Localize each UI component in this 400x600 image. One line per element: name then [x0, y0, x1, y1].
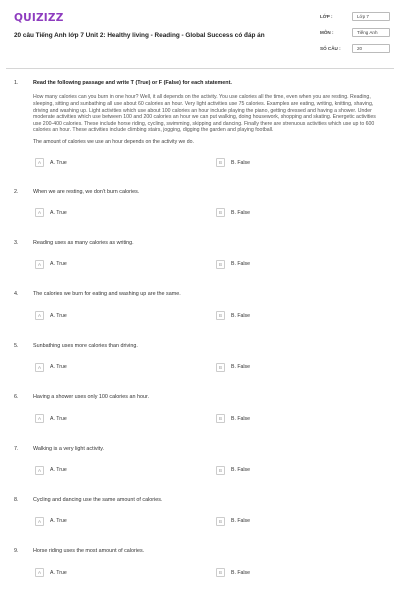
option-label: B. False [231, 261, 251, 268]
option-label: B. False [231, 159, 251, 166]
question-number: 7. [14, 445, 19, 452]
option-true[interactable] [35, 414, 67, 424]
question-number: 3. [14, 239, 19, 246]
answer-options [33, 516, 384, 526]
quizizz-logo: QUIZIZZ [14, 12, 64, 24]
meta-row-count [320, 44, 390, 53]
question-text: Horse riding uses the most amount of calories. [33, 548, 145, 555]
question-7 [0, 446, 400, 475]
question-3 [0, 240, 400, 269]
question-5 [0, 343, 400, 372]
option-label: A. True [50, 415, 67, 422]
question-number: 2. [14, 188, 19, 195]
meta-label-class: LỚP : [320, 14, 333, 19]
question-number: 6. [14, 394, 19, 401]
option-true[interactable] [35, 311, 67, 321]
question-statement: The amount of calories we use an hour depends on the activity we do. [33, 138, 194, 145]
meta-row-subject [320, 28, 390, 37]
option-letter-box[interactable]: A [35, 517, 44, 526]
option-label: A. True [50, 261, 67, 268]
option-letter-box[interactable]: A [35, 208, 44, 217]
option-label: B. False [231, 312, 251, 319]
option-letter-box[interactable]: A [35, 568, 44, 577]
question-number: 4. [14, 291, 19, 298]
option-letter-box[interactable]: A [35, 260, 44, 269]
option-false[interactable] [216, 158, 250, 168]
meta-row-class [320, 12, 390, 21]
option-letter-box[interactable]: A [35, 158, 44, 167]
option-letter-box[interactable]: B [216, 208, 225, 217]
answer-options [33, 259, 384, 269]
question-text: The calories we burn for eating and washing up are the same. [33, 291, 181, 298]
question-number: 8. [14, 497, 19, 503]
answer-options [33, 158, 384, 168]
meta-label-subject: MÔN : [320, 30, 334, 35]
meta-label-count: SỐ CÂU : [320, 46, 341, 51]
meta-value-class: Lớp 7 [352, 12, 390, 21]
option-letter-box[interactable]: A [35, 311, 44, 320]
question-text: When we are resting, we don’t burn calories. [33, 188, 140, 195]
question-text: Walking is a very light activity. [33, 445, 104, 452]
question-8 [0, 497, 400, 526]
question-9 [0, 548, 400, 577]
header-divider [6, 68, 394, 69]
option-label: A. True [50, 569, 67, 576]
option-letter-box[interactable]: A [35, 466, 44, 475]
option-label: B. False [231, 209, 251, 216]
answer-options [33, 362, 384, 372]
meta-value-subject: Tiếng Anh [352, 28, 390, 37]
question-number: 9. [14, 548, 19, 555]
option-false[interactable] [216, 208, 250, 218]
option-label: B. False [231, 569, 251, 576]
option-letter-box[interactable]: B [216, 568, 225, 577]
option-true[interactable] [35, 362, 67, 372]
question-number: 1. [14, 80, 19, 86]
question-4 [0, 291, 400, 320]
option-false[interactable] [216, 414, 250, 424]
option-label: A. True [50, 312, 67, 319]
question-6 [0, 394, 400, 423]
question-2 [0, 189, 400, 218]
option-letter-box[interactable]: A [35, 414, 44, 423]
option-letter-box[interactable]: B [216, 158, 225, 167]
reading-passage: How many calories can you burn in one hour? Well, it all depends on the activity. You use calories all the time, even when you are resting. Reading, sleeping, sitting and sunbathing all use about 60 calories an hour. Very light activities use 75 calories. Examples are eating, writing, knitting, shaving, driving and washing up. Light activities which use about 100 calories an hour include playing the piano, getting dressed and having a shower. Under moderate activities which use between 100 and 200 calories an hour we can put walking, doing housework, shopping and skating. Energetic activities use 200-400 calories. These include horse riding, cycling, swimming, skipping and dancing. Finally there are strenuous activities which use up to 600 calories an hour. These activities include climbing stairs, jogging, digging the garden and playing football. [33, 94, 376, 134]
question-text: Cycling and dancing use the same amount of calories. [33, 497, 163, 503]
question-instruction: Read the following passage and write T (True) or F (False) for each statement. [33, 80, 232, 86]
option-true[interactable] [35, 259, 67, 269]
option-label: A. True [50, 159, 67, 166]
worksheet-header [0, 0, 400, 62]
question-1 [0, 80, 400, 168]
option-false[interactable] [216, 516, 250, 526]
option-letter-box[interactable]: B [216, 311, 225, 320]
option-false[interactable] [216, 465, 250, 475]
worksheet-meta [320, 12, 390, 60]
option-letter-box[interactable]: B [216, 363, 225, 372]
option-label: A. True [50, 209, 67, 216]
option-letter-box[interactable]: B [216, 517, 225, 526]
answer-options [33, 465, 384, 475]
option-true[interactable] [35, 208, 67, 218]
question-text: Sunbathing uses more calories than driving. [33, 342, 138, 349]
option-letter-box[interactable]: A [35, 363, 44, 372]
option-true[interactable] [35, 516, 67, 526]
option-label: B. False [231, 364, 251, 371]
option-label: B. False [231, 467, 251, 473]
answer-options [33, 208, 384, 218]
option-label: A. True [50, 467, 67, 473]
page-title: 20 câu Tiếng Anh lớp 7 Unit 2: Healthy living - Reading - Global Success có đáp án [14, 32, 265, 39]
option-label: A. True [50, 364, 67, 371]
question-list [0, 80, 400, 578]
option-label: A. True [50, 518, 67, 525]
option-letter-box[interactable]: B [216, 260, 225, 269]
option-false[interactable] [216, 362, 250, 372]
answer-options [33, 414, 384, 424]
answer-options [33, 568, 384, 578]
option-label: B. False [231, 518, 251, 525]
option-true[interactable] [35, 568, 67, 578]
meta-value-count: 20 [352, 44, 390, 53]
question-text: Having a shower uses only 100 calories an hour. [33, 394, 149, 401]
option-true[interactable] [35, 158, 67, 168]
option-true[interactable] [35, 465, 67, 475]
option-false[interactable] [216, 259, 250, 269]
option-false[interactable] [216, 311, 250, 321]
option-label: B. False [231, 415, 251, 422]
option-letter-box[interactable]: B [216, 466, 225, 475]
answer-options [33, 311, 384, 321]
option-false[interactable] [216, 568, 250, 578]
option-letter-box[interactable]: B [216, 414, 225, 423]
question-number: 5. [14, 342, 19, 349]
question-text: Reading uses as many calories as writing. [33, 239, 134, 246]
